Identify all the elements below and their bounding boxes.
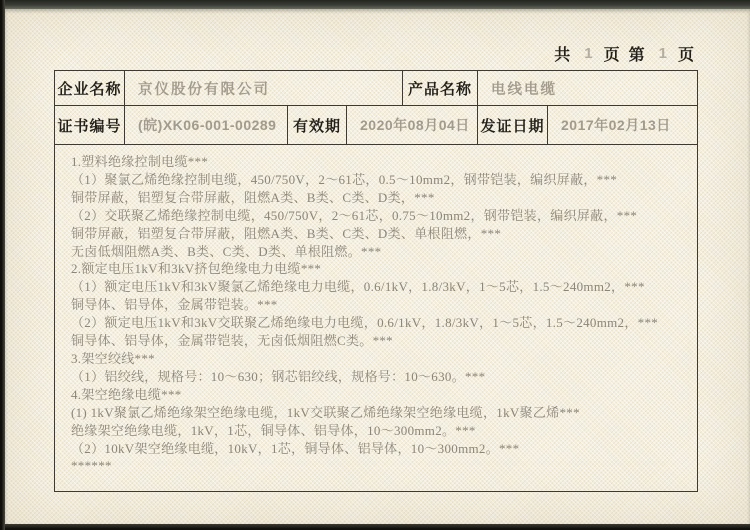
product-scope-cell — [55, 145, 698, 492]
scan-edge-bottom — [0, 524, 750, 530]
scope-line: 铜带屏蔽，铝塑复合带屏蔽，阻燃A类、B类、C类、D类、单根阻燃，*** — [71, 225, 502, 241]
company-value: 京仪股份有限公司 — [125, 71, 403, 106]
scope-line: 铜导体、铝导体，金属带铠装。*** — [71, 297, 278, 313]
page-current-label: 第 — [628, 47, 648, 64]
table-row — [55, 145, 698, 492]
company-label: 企业名称 — [55, 71, 125, 106]
certificate-page — [5, 9, 750, 524]
scope-line: 4.架空绝缘电缆*** — [71, 386, 182, 402]
scope-line: 铜带屏蔽，铝塑复合带屏蔽，阻燃A类、B类、C类、D类，*** — [71, 189, 435, 205]
scope-line: 绝缘架空绝缘电缆，1kV，1芯，铜导体、铝导体，10～300mm2。*** — [71, 422, 476, 438]
table-row — [55, 106, 698, 145]
product-label: 产品名称 — [403, 71, 478, 106]
certificate-number-value: (皖)XK06-001-00289 — [125, 106, 288, 145]
scope-line: 铜导体、铝导体，金属带铠装，无卤低烟阻燃C类。*** — [71, 333, 393, 349]
issue-date-label: 发证日期 — [478, 106, 548, 145]
page-unit-label-2: 页 — [677, 47, 697, 64]
scope-line: （1）聚氯乙烯绝缘控制电缆，450/750V，2～61芯，0.5～10mm2，钢带铠装，编织屏蔽，*** — [71, 171, 618, 187]
scope-line: 3.架空绞线*** — [71, 350, 155, 366]
certificate-info-table — [54, 70, 698, 492]
page-total-label: 共 — [554, 47, 574, 64]
scope-line: (1) 1kV聚氯乙烯绝缘架空绝缘电缆，1kV交联聚乙烯绝缘架空绝缘电缆，1kV聚乙烯*** — [71, 404, 580, 420]
scope-line: ****** — [71, 458, 112, 474]
certificate-number-label: 证书编号 — [55, 106, 125, 145]
scope-line: 无卤低烟阻燃A类、B类、C类、D类、单根阻燃。*** — [71, 243, 382, 259]
scan-edge-top — [0, 0, 750, 9]
page-total-number: 1 — [584, 45, 593, 62]
scope-line: （2）交联聚乙烯绝缘控制电缆，450/750V，2～61芯，0.75～10mm2，钢带铠装，编织屏蔽，*** — [71, 207, 638, 223]
page-unit-label: 页 — [603, 47, 623, 64]
scope-line: （1）额定电压1kV和3kV聚氯乙烯绝缘电力电缆，0.6/1kV，1.8/3kV，1～5芯，1.5～240mm2，*** — [71, 279, 645, 295]
scan-edge-left — [0, 0, 5, 530]
scope-line: （2）额定电压1kV和3kV交联聚乙烯绝缘电力电缆，0.6/1kV，1.8/3kV，1～5芯，1.5～240mm2，*** — [71, 315, 659, 331]
product-value: 电线电缆 — [478, 71, 698, 106]
page-counter — [554, 42, 697, 65]
scope-line: 1.塑料绝缘控制电缆*** — [71, 154, 209, 169]
page-current-number: 1 — [658, 45, 667, 62]
scope-line: 2.额定电压1kV和3kV挤包绝缘电力电缆*** — [71, 261, 322, 277]
validity-label: 有效期 — [288, 106, 347, 145]
issue-date-value: 2017年02月13日 — [548, 106, 698, 145]
scope-line: （2）10kV架空绝缘电缆，10kV，1芯，铜导体、铝导体，10～300mm2。*** — [71, 440, 520, 456]
table-row — [55, 71, 698, 106]
validity-value: 2020年08月04日 — [347, 106, 478, 145]
scope-line: （1）铝绞线，规格号：10～630；钢芯铝绞线，规格号：10～630。*** — [71, 368, 486, 384]
